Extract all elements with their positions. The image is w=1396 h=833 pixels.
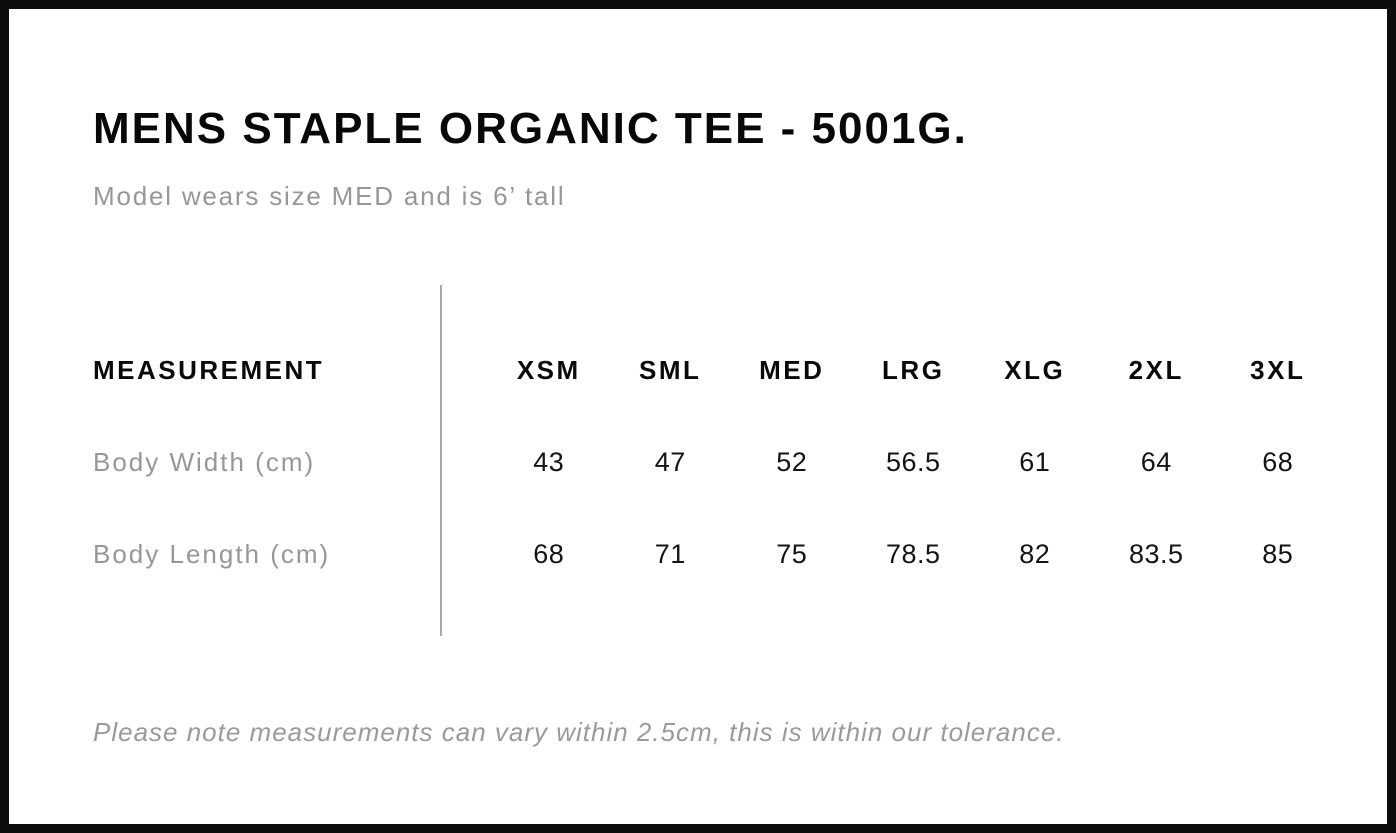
size-column-header-xlg: XLG xyxy=(1004,354,1066,385)
body-width-value-2xl: 64 xyxy=(1140,446,1172,477)
size-column-header-lrg: LRG xyxy=(882,354,945,385)
tolerance-note: Please note measurements can vary within 2.5cm, this is within our tolerance. xyxy=(93,717,1065,747)
body-length-value-sml: 71 xyxy=(654,538,686,569)
row-label-body-width: Body Width (cm) xyxy=(93,446,316,477)
page-title: MENS STAPLE ORGANIC TEE - 5001G. xyxy=(93,104,968,153)
body-length-value-xsm: 68 xyxy=(533,538,565,569)
body-width-value-med: 52 xyxy=(776,446,808,477)
size-column-header-2xl: 2XL xyxy=(1128,354,1184,385)
measurement-column-header: MEASUREMENT xyxy=(93,354,325,385)
body-length-value-2xl: 83.5 xyxy=(1128,538,1184,569)
body-length-value-xlg: 82 xyxy=(1019,538,1051,569)
model-size-subtitle: Model wears size MED and is 6’ tall xyxy=(93,181,566,211)
size-column-header-3xl: 3XL xyxy=(1250,354,1306,385)
body-width-value-xsm: 43 xyxy=(533,446,565,477)
body-width-value-3xl: 68 xyxy=(1262,446,1294,477)
size-column-header-med: MED xyxy=(759,354,825,385)
size-chart-table xyxy=(93,324,1339,600)
size-column-header-xsm: XSM xyxy=(516,354,581,385)
body-width-value-lrg: 56.5 xyxy=(885,446,941,477)
body-length-value-lrg: 78.5 xyxy=(885,538,941,569)
size-column-header-sml: SML xyxy=(639,354,702,385)
body-width-value-xlg: 61 xyxy=(1019,446,1051,477)
row-label-body-length: Body Length (cm) xyxy=(93,538,331,569)
body-length-value-med: 75 xyxy=(776,538,808,569)
body-length-value-3xl: 85 xyxy=(1262,538,1294,569)
body-width-value-sml: 47 xyxy=(654,446,686,477)
